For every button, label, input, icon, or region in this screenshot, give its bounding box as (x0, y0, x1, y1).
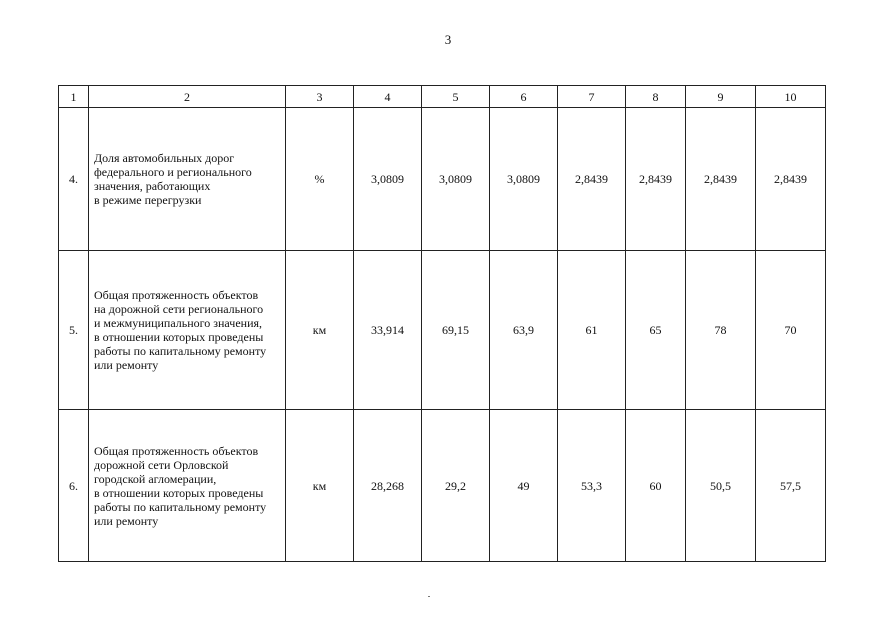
value-cell: 2,8439 (558, 108, 626, 251)
indicator-name-cell (89, 108, 286, 251)
table-header-row (59, 86, 826, 108)
value-cell: 29,2 (422, 410, 490, 562)
header-cell-8: 8 (626, 86, 686, 108)
header-cell-1: 1 (59, 86, 89, 108)
unit-cell: км (286, 251, 354, 410)
page-number: 3 (444, 32, 452, 47)
header-cell-3: 3 (286, 86, 354, 108)
value-cell: 2,8439 (686, 108, 756, 251)
header-cell-7: 7 (558, 86, 626, 108)
row-number: 4. (59, 108, 89, 251)
table-row (59, 108, 826, 251)
header-cell-6: 6 (490, 86, 558, 108)
indicator-name-cell (89, 251, 286, 410)
value-cell: 3,0809 (354, 108, 422, 251)
indicators-table (58, 85, 826, 562)
value-cell: 3,0809 (490, 108, 558, 251)
row-number: 6. (59, 410, 89, 562)
indicator-name: Общая протяженность объектов дорожной сети Орловской городской агломерации, в отношении которых проведены работы по капитальному ремонту или ремонту (94, 443, 267, 528)
value-cell: 69,15 (422, 251, 490, 410)
value-cell: 49 (490, 410, 558, 562)
header-cell-4: 4 (354, 86, 422, 108)
value-cell: 2,8439 (756, 108, 826, 251)
value-cell: 65 (626, 251, 686, 410)
scan-speck (428, 596, 430, 597)
value-cell: 57,5 (756, 410, 826, 562)
value-cell: 50,5 (686, 410, 756, 562)
value-cell: 53,3 (558, 410, 626, 562)
value-cell: 60 (626, 410, 686, 562)
indicator-name: Общая протяженность объектов на дорожной сети регионального и межмуниципального значения, в отношении которых проведены работы по капитальному ремонту или ремонту (94, 288, 267, 372)
value-cell: 70 (756, 251, 826, 410)
indicator-name-cell (89, 410, 286, 562)
header-cell-9: 9 (686, 86, 756, 108)
table-row (59, 251, 826, 410)
unit-cell: % (286, 108, 354, 251)
unit-cell: км (286, 410, 354, 562)
value-cell: 3,0809 (422, 108, 490, 251)
value-cell: 28,268 (354, 410, 422, 562)
value-cell: 33,914 (354, 251, 422, 410)
value-cell: 78 (686, 251, 756, 410)
value-cell: 61 (558, 251, 626, 410)
header-cell-5: 5 (422, 86, 490, 108)
row-number: 5. (59, 251, 89, 410)
header-cell-2: 2 (89, 86, 286, 108)
indicator-name: Доля автомобильных дорог федерального и регионального значения, работающих в режиме перегрузки (94, 151, 252, 207)
header-cell-10: 10 (756, 86, 826, 108)
value-cell: 63,9 (490, 251, 558, 410)
value-cell: 2,8439 (626, 108, 686, 251)
table-row (59, 410, 826, 562)
